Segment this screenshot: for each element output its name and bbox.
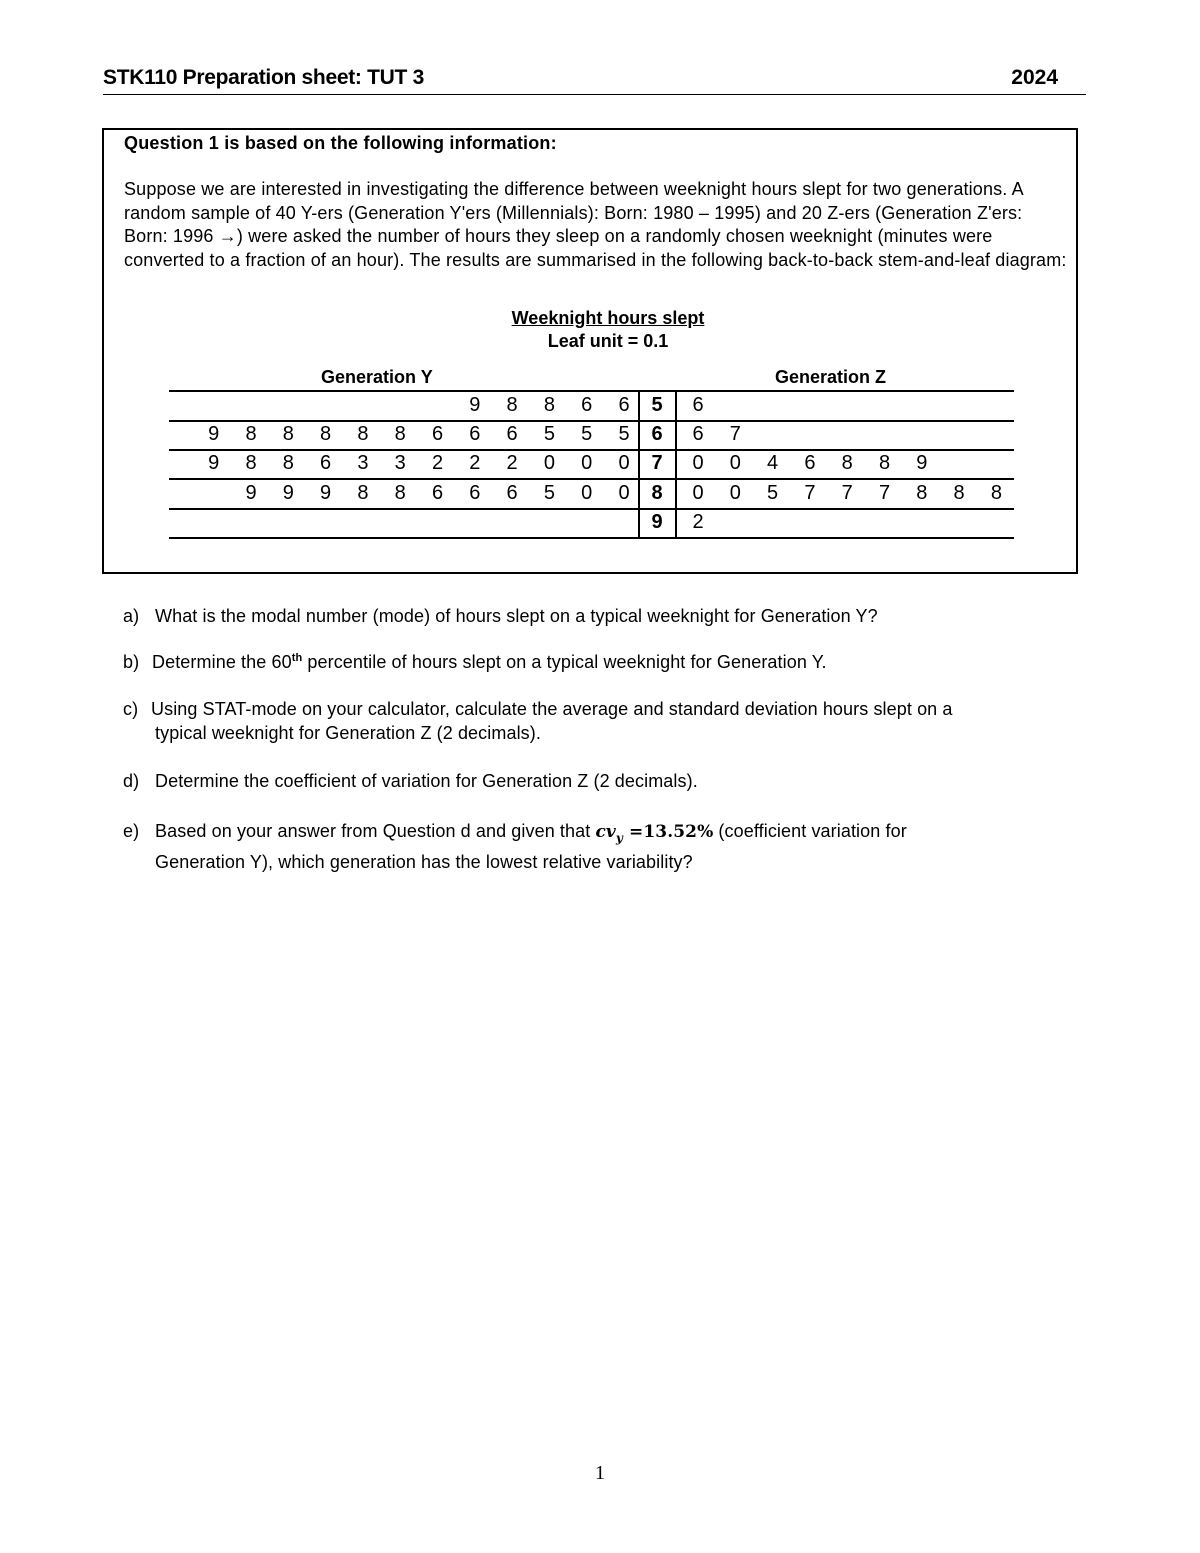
question-d xyxy=(123,769,698,793)
math-subscript: y xyxy=(615,831,623,845)
leaf-generation-z: 8 xyxy=(953,482,965,504)
leaf-generation-y: 8 xyxy=(506,394,518,416)
question-letter: c) xyxy=(123,699,139,719)
math-cv: cv xyxy=(595,822,616,842)
question-letter: b) xyxy=(123,652,140,672)
leaf-generation-z: 0 xyxy=(692,452,704,474)
stem-divider-left xyxy=(638,390,640,538)
leaf-generation-y: 8 xyxy=(394,423,406,445)
leaf-generation-y: 0 xyxy=(618,482,630,504)
leaf-generation-y: 0 xyxy=(543,452,555,474)
leaf-generation-y: 9 xyxy=(282,482,294,504)
leaf-generation-y: 5 xyxy=(543,423,555,445)
question-a xyxy=(123,604,878,628)
leaf-generation-z: 6 xyxy=(692,394,704,416)
leaf-generation-y: 8 xyxy=(394,482,406,504)
row-divider xyxy=(169,537,1014,539)
row-divider xyxy=(169,390,1014,392)
leaf-generation-z: 0 xyxy=(729,452,741,474)
leaf-generation-z: 0 xyxy=(692,482,704,504)
leaf-generation-y: 8 xyxy=(282,452,294,474)
leaf-generation-y: 6 xyxy=(581,394,593,416)
document-year: 2024 xyxy=(1011,66,1058,89)
leaf-generation-y: 8 xyxy=(357,482,369,504)
leaf-generation-y: 0 xyxy=(618,452,630,474)
leaf-generation-y: 6 xyxy=(320,452,332,474)
leaf-generation-y: 9 xyxy=(469,394,481,416)
leaf-generation-y: 8 xyxy=(245,423,257,445)
leaf-generation-y: 9 xyxy=(245,482,257,504)
row-divider xyxy=(169,420,1014,422)
leaf-generation-y: 6 xyxy=(506,423,518,445)
question-e xyxy=(123,819,907,874)
stem-value: 9 xyxy=(651,511,663,533)
leaf-generation-y: 3 xyxy=(357,452,369,474)
leaf-generation-y: 9 xyxy=(208,452,220,474)
leaf-generation-y: 8 xyxy=(320,423,332,445)
leaf-generation-y: 2 xyxy=(506,452,518,474)
page-number: 1 xyxy=(595,1462,605,1484)
leaf-generation-z: 8 xyxy=(841,452,853,474)
leaf-generation-y: 0 xyxy=(581,482,593,504)
leaf-generation-z: 5 xyxy=(767,482,779,504)
leaf-generation-y: 2 xyxy=(469,452,481,474)
leaf-generation-y: 9 xyxy=(320,482,332,504)
leaf-generation-y: 6 xyxy=(469,482,481,504)
leaf-generation-y: 3 xyxy=(394,452,406,474)
leaf-generation-y: 8 xyxy=(282,423,294,445)
question-text: (coefficient variation for xyxy=(713,821,907,841)
generation-z-label: Generation Z xyxy=(775,367,887,387)
generation-y-label: Generation Y xyxy=(321,367,433,387)
question-text: Based on your answer from Question d and given that xyxy=(155,821,596,841)
leaf-generation-y: 0 xyxy=(581,452,593,474)
question-text: What is the modal number (mode) of hours slept on a typical weeknight for Generation Y? xyxy=(155,606,878,626)
leaf-generation-z: 8 xyxy=(990,482,1002,504)
leaf-generation-y: 9 xyxy=(208,423,220,445)
leaf-generation-z: 7 xyxy=(841,482,853,504)
question-text: Determine the coefficient of variation for Generation Z (2 decimals). xyxy=(155,771,698,791)
question-letter: e) xyxy=(123,821,140,841)
row-divider xyxy=(169,449,1014,451)
leaf-generation-y: 6 xyxy=(431,423,444,445)
leaf-generation-y: 5 xyxy=(581,423,593,445)
document-title: STK110 Preparation sheet: TUT 3 xyxy=(103,66,424,89)
leaf-generation-z: 0 xyxy=(729,482,741,504)
row-divider xyxy=(169,478,1014,480)
stem-value: 8 xyxy=(651,482,663,504)
leaf-generation-z: 2 xyxy=(692,511,704,533)
stem-divider-right xyxy=(675,390,677,538)
leaf-generation-y: 6 xyxy=(506,482,518,504)
stem-leaf-title: Weeknight hours slept xyxy=(511,308,705,328)
leaf-generation-y: 8 xyxy=(543,394,555,416)
leaf-generation-y: 6 xyxy=(618,394,630,416)
question-c xyxy=(123,697,953,745)
info-paragraph: Suppose we are interested in investigating the difference between weeknight hours slept for two generations. A random sample of 40 Y-ers (Generation Y'ers (Millennials): Born: 1980 – 1995) and 20 Z-ers (Generation Z'ers: Born: 1996 →) were asked the number of hours they sleep on a randomly chosen weeknight (minutes were converted to a fraction of an hour). The results are summarised in the following back-to-back stem-and-leaf diagram: xyxy=(124,179,1067,270)
superscript: th xyxy=(291,652,303,664)
leaf-generation-z: 7 xyxy=(729,423,741,445)
leaf-generation-y: 6 xyxy=(431,482,444,504)
math-value: =13.52% xyxy=(622,822,714,842)
leaf-generation-y: 5 xyxy=(618,423,630,445)
leaf-generation-y: 8 xyxy=(357,423,369,445)
leaf-generation-z: 7 xyxy=(878,482,891,504)
leaf-generation-y: 6 xyxy=(469,423,481,445)
leaf-generation-z: 6 xyxy=(804,452,816,474)
info-heading: Question 1 is based on the following information: xyxy=(124,133,557,153)
question-letter: a) xyxy=(123,606,140,626)
stem-leaf-subtitle: Leaf unit = 0.1 xyxy=(547,331,669,351)
stem-value: 6 xyxy=(651,423,663,445)
leaf-generation-z: 8 xyxy=(878,452,891,474)
leaf-generation-y: 8 xyxy=(245,452,257,474)
question-text: typical weeknight for Generation Z (2 decimals). xyxy=(155,723,541,743)
leaf-generation-z: 7 xyxy=(804,482,816,504)
leaf-generation-z: 9 xyxy=(916,452,928,474)
stem-value: 5 xyxy=(651,394,663,416)
leaf-generation-z: 6 xyxy=(692,423,704,445)
row-divider xyxy=(169,508,1014,510)
leaf-generation-y: 5 xyxy=(543,482,555,504)
question-text: Using STAT-mode on your calculator, calculate the average and standard deviation hours slept on a xyxy=(151,699,953,719)
stem-value: 7 xyxy=(651,452,663,474)
leaf-generation-z: 8 xyxy=(916,482,928,504)
info-box xyxy=(102,128,1078,574)
question-b xyxy=(123,650,827,674)
question-text: percentile of hours slept on a typical weeknight for Generation Y. xyxy=(302,652,827,672)
leaf-generation-y: 2 xyxy=(431,452,444,474)
leaf-generation-z: 4 xyxy=(767,452,779,474)
question-text: Determine the 60 xyxy=(152,652,292,672)
question-text: Generation Y), which generation has the lowest relative variability? xyxy=(155,852,693,872)
question-letter: d) xyxy=(123,771,140,791)
page-header xyxy=(103,66,1086,95)
